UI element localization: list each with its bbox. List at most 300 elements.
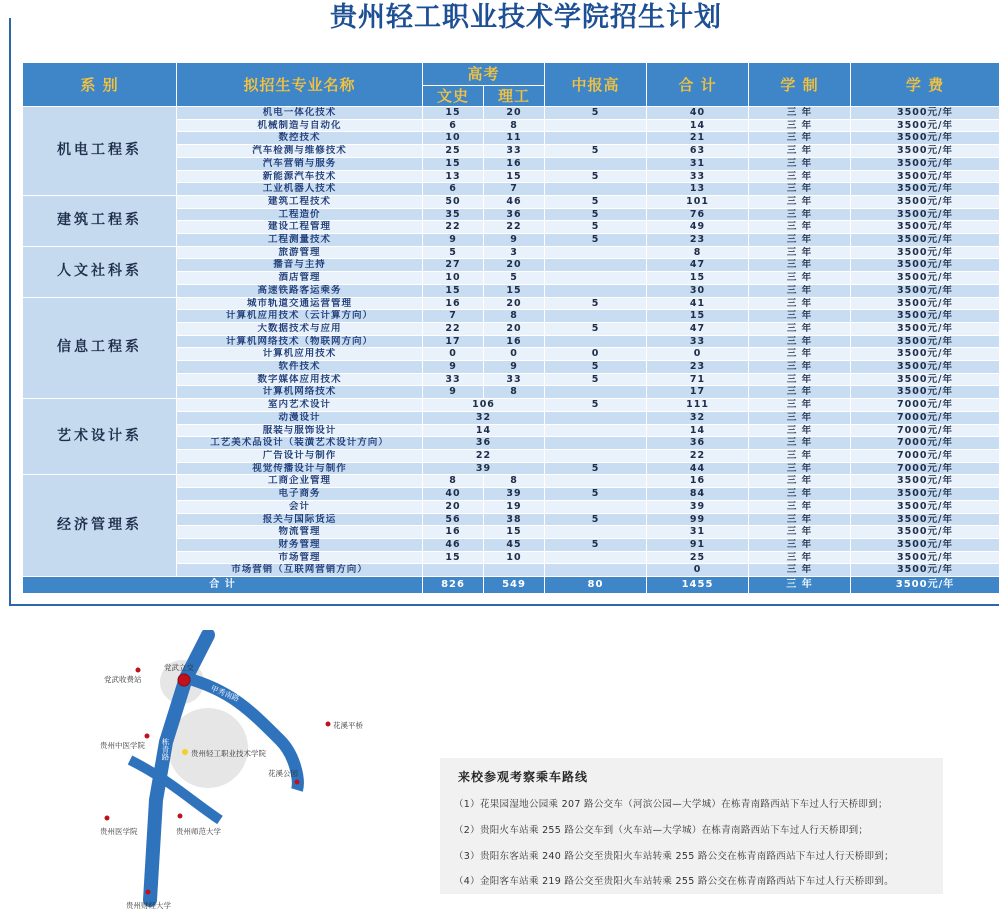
zhongbao-count <box>545 259 647 272</box>
ligong-count <box>484 564 545 577</box>
zhongbao-count <box>545 475 647 488</box>
fee: 7000元/年 <box>851 411 999 424</box>
row-total: 84 <box>647 488 749 501</box>
zhongbao-count: 5 <box>545 208 647 221</box>
zhongbao-count <box>545 119 647 132</box>
fee: 3500元/年 <box>851 132 999 145</box>
major-name: 视觉传播设计与制作 <box>177 462 423 475</box>
zhongbao-count: 5 <box>545 145 647 158</box>
major-name: 机电一体化技术 <box>177 107 423 120</box>
zhongbao-count <box>545 386 647 399</box>
row-total: 17 <box>647 386 749 399</box>
ligong-count: 9 <box>484 361 545 374</box>
wenshi-count: 50 <box>423 195 484 208</box>
label-school: 贵州轻工职业技术学院 <box>191 749 266 758</box>
row-total: 22 <box>647 449 749 462</box>
table-row <box>23 297 999 310</box>
header-total: 合 计 <box>647 63 749 107</box>
row-total: 99 <box>647 513 749 526</box>
table-header-row <box>23 63 999 86</box>
row-total: 31 <box>647 157 749 170</box>
duration: 三 年 <box>749 297 851 310</box>
major-name: 计算机应用技术（云计算方向） <box>177 310 423 323</box>
header-gaokao: 高考 <box>423 63 545 86</box>
wenshi-count: 5 <box>423 246 484 259</box>
toll-marker <box>136 668 141 673</box>
ligong-count: 38 <box>484 513 545 526</box>
fee: 3500元/年 <box>851 259 999 272</box>
duration: 三 年 <box>749 107 851 120</box>
major-name: 汽车营销与服务 <box>177 157 423 170</box>
duration: 三 年 <box>749 488 851 501</box>
total-wenshi: 826 <box>423 577 484 594</box>
route-line-4: （4）金阳客车站乘 219 路公交至贵阳火车站转乘 255 路公交在栋青南路西站下车过人行天桥即到。 <box>454 876 894 887</box>
major-name: 工商企业管理 <box>177 475 423 488</box>
ligong-count: 8 <box>484 310 545 323</box>
fee: 7000元/年 <box>851 437 999 450</box>
duration: 三 年 <box>749 500 851 513</box>
campus-map <box>90 630 430 910</box>
duration: 三 年 <box>749 475 851 488</box>
row-total: 15 <box>647 272 749 285</box>
zhongbao-count: 0 <box>545 348 647 361</box>
gaokao-count: 32 <box>423 411 545 424</box>
ligong-count: 15 <box>484 284 545 297</box>
duration: 三 年 <box>749 373 851 386</box>
zhongbao-count <box>545 335 647 348</box>
wenshi-count: 6 <box>423 183 484 196</box>
wenshi-count: 15 <box>423 157 484 170</box>
ligong-count: 15 <box>484 170 545 183</box>
tcm-marker <box>145 734 150 739</box>
wenshi-count: 15 <box>423 107 484 120</box>
fee: 3500元/年 <box>851 335 999 348</box>
map-graphic <box>90 630 430 910</box>
gaokao-count: 106 <box>423 399 545 412</box>
huaxi-bridge-marker <box>326 722 331 727</box>
label-dongqing-road: 栋青路 <box>161 738 170 761</box>
major-name: 大数据技术与应用 <box>177 322 423 335</box>
row-total: 31 <box>647 526 749 539</box>
zhongbao-count <box>545 246 647 259</box>
duration: 三 年 <box>749 437 851 450</box>
fee: 3500元/年 <box>851 208 999 221</box>
row-total: 30 <box>647 284 749 297</box>
ligong-count: 9 <box>484 234 545 247</box>
wenshi-count: 15 <box>423 551 484 564</box>
header-ligong: 理工 <box>484 86 545 107</box>
duration: 三 年 <box>749 284 851 297</box>
duration: 三 年 <box>749 234 851 247</box>
fee: 7000元/年 <box>851 424 999 437</box>
ligong-count: 36 <box>484 208 545 221</box>
dept-name: 机电工程系 <box>23 107 177 196</box>
duration: 三 年 <box>749 513 851 526</box>
major-name: 酒店管理 <box>177 272 423 285</box>
row-total: 21 <box>647 132 749 145</box>
label-finance-univ: 贵州财经大学 <box>126 901 171 910</box>
row-total: 101 <box>647 195 749 208</box>
total-label: 合 计 <box>23 577 423 594</box>
finance-univ-marker <box>146 890 151 895</box>
fee: 3500元/年 <box>851 538 999 551</box>
label-huaxi-bridge: 花溪平桥 <box>333 721 363 730</box>
row-total: 25 <box>647 551 749 564</box>
wenshi-count: 16 <box>423 297 484 310</box>
fee: 3500元/年 <box>851 564 999 577</box>
fee: 3500元/年 <box>851 119 999 132</box>
wenshi-count: 10 <box>423 272 484 285</box>
duration: 三 年 <box>749 221 851 234</box>
row-total: 14 <box>647 119 749 132</box>
duration: 三 年 <box>749 183 851 196</box>
row-total: 47 <box>647 259 749 272</box>
fee: 3500元/年 <box>851 475 999 488</box>
wenshi-count: 33 <box>423 373 484 386</box>
row-total: 44 <box>647 462 749 475</box>
gaokao-count: 14 <box>423 424 545 437</box>
ligong-count: 7 <box>484 183 545 196</box>
row-total: 41 <box>647 297 749 310</box>
route-title: 来校参观考察乘车路线 <box>458 770 589 784</box>
header-duration: 学 制 <box>749 63 851 107</box>
major-name: 计算机应用技术 <box>177 348 423 361</box>
duration: 三 年 <box>749 564 851 577</box>
zhongbao-count: 5 <box>545 462 647 475</box>
fee: 3500元/年 <box>851 234 999 247</box>
wenshi-count: 9 <box>423 386 484 399</box>
ligong-count: 19 <box>484 500 545 513</box>
wenshi-count: 6 <box>423 119 484 132</box>
label-normal-univ: 贵州师范大学 <box>176 827 221 836</box>
dangwu-interchange-marker <box>178 674 190 686</box>
row-total: 40 <box>647 107 749 120</box>
wenshi-count: 16 <box>423 526 484 539</box>
duration: 三 年 <box>749 246 851 259</box>
med-college-marker <box>105 816 110 821</box>
fee: 7000元/年 <box>851 399 999 412</box>
wenshi-count: 13 <box>423 170 484 183</box>
duration: 三 年 <box>749 208 851 221</box>
dept-name: 艺术设计系 <box>23 399 177 475</box>
header-major: 拟招生专业名称 <box>177 63 423 107</box>
table-row <box>23 399 999 412</box>
wenshi-count: 35 <box>423 208 484 221</box>
wenshi-count: 22 <box>423 221 484 234</box>
major-name: 数控技术 <box>177 132 423 145</box>
label-dangwu-interchange: 党武立交 <box>164 663 194 672</box>
wenshi-count: 56 <box>423 513 484 526</box>
header-dept: 系 别 <box>23 63 177 107</box>
ligong-count: 11 <box>484 132 545 145</box>
major-name: 广告设计与制作 <box>177 449 423 462</box>
fee: 3500元/年 <box>851 386 999 399</box>
duration: 三 年 <box>749 361 851 374</box>
ligong-count: 0 <box>484 348 545 361</box>
zhongbao-count: 5 <box>545 538 647 551</box>
wenshi-count: 20 <box>423 500 484 513</box>
duration: 三 年 <box>749 551 851 564</box>
major-name: 城市轨道交通运营管理 <box>177 297 423 310</box>
major-name: 工程测量技术 <box>177 234 423 247</box>
fee: 3500元/年 <box>851 361 999 374</box>
fee: 3500元/年 <box>851 500 999 513</box>
major-name: 财务管理 <box>177 538 423 551</box>
route-line-2: （2）贵阳火车站乘 255 路公交车到（火车站—大学城）在栋青南路西站下车过人行天桥即到； <box>454 825 869 836</box>
duration: 三 年 <box>749 259 851 272</box>
school-marker <box>182 749 188 755</box>
zhongbao-count: 5 <box>545 221 647 234</box>
zhongbao-count: 5 <box>545 170 647 183</box>
row-total: 23 <box>647 361 749 374</box>
grand-total: 1455 <box>647 577 749 594</box>
row-total: 33 <box>647 170 749 183</box>
ligong-count: 3 <box>484 246 545 259</box>
fee: 3500元/年 <box>851 195 999 208</box>
header-zhongbao: 中报高 <box>545 63 647 107</box>
major-name: 播音与主持 <box>177 259 423 272</box>
dept-name: 信息工程系 <box>23 297 177 399</box>
route-line-3: （3）贵阳东客站乘 240 路公交至贵阳火车站转乘 255 路公交在栋青南路西站下车过人行天桥即到； <box>454 851 894 862</box>
ligong-count: 15 <box>484 526 545 539</box>
normal-univ-marker <box>178 814 183 819</box>
ligong-count: 20 <box>484 297 545 310</box>
zhongbao-count <box>545 424 647 437</box>
zhongbao-count: 5 <box>545 361 647 374</box>
major-name: 市场管理 <box>177 551 423 564</box>
ligong-count: 46 <box>484 195 545 208</box>
zhongbao-count <box>545 449 647 462</box>
major-name: 计算机网络技术（物联网方向） <box>177 335 423 348</box>
zhongbao-count: 5 <box>545 322 647 335</box>
major-name: 市场营销（互联网营销方向） <box>177 564 423 577</box>
wenshi-count: 27 <box>423 259 484 272</box>
zhongbao-count: 5 <box>545 373 647 386</box>
zhongbao-count <box>545 157 647 170</box>
major-name: 建筑工程技术 <box>177 195 423 208</box>
ligong-count: 39 <box>484 488 545 501</box>
fee: 3500元/年 <box>851 221 999 234</box>
zhongbao-count <box>545 526 647 539</box>
duration: 三 年 <box>749 170 851 183</box>
fee: 3500元/年 <box>851 183 999 196</box>
major-name: 动漫设计 <box>177 411 423 424</box>
wenshi-count: 9 <box>423 361 484 374</box>
zhongbao-count: 5 <box>545 195 647 208</box>
row-total: 36 <box>647 437 749 450</box>
fee: 3500元/年 <box>851 348 999 361</box>
row-total: 23 <box>647 234 749 247</box>
row-total: 32 <box>647 411 749 424</box>
duration: 三 年 <box>749 310 851 323</box>
fee: 3500元/年 <box>851 310 999 323</box>
label-tcm-college: 贵州中医学院 <box>100 741 145 750</box>
duration: 三 年 <box>749 411 851 424</box>
wenshi-count: 22 <box>423 322 484 335</box>
duration: 三 年 <box>749 462 851 475</box>
major-name: 室内艺术设计 <box>177 399 423 412</box>
fee: 3500元/年 <box>851 284 999 297</box>
major-name: 机械制造与自动化 <box>177 119 423 132</box>
zhongbao-count <box>545 551 647 564</box>
zhongbao-count: 5 <box>545 107 647 120</box>
fee: 3500元/年 <box>851 373 999 386</box>
row-total: 13 <box>647 183 749 196</box>
major-name: 高速铁路客运乘务 <box>177 284 423 297</box>
wenshi-count: 17 <box>423 335 484 348</box>
row-total: 63 <box>647 145 749 158</box>
wenshi-count: 46 <box>423 538 484 551</box>
row-total: 33 <box>647 335 749 348</box>
wenshi-count: 9 <box>423 234 484 247</box>
major-name: 计算机网络技术 <box>177 386 423 399</box>
label-huaxi-park: 花溪公园 <box>268 769 298 778</box>
duration: 三 年 <box>749 195 851 208</box>
zhongbao-count <box>545 500 647 513</box>
table-row <box>23 107 999 120</box>
gaokao-count: 22 <box>423 449 545 462</box>
ligong-count: 10 <box>484 551 545 564</box>
ligong-count: 8 <box>484 475 545 488</box>
major-name: 工艺美术品设计（装潢艺术设计方向） <box>177 437 423 450</box>
duration: 三 年 <box>749 386 851 399</box>
fee: 3500元/年 <box>851 297 999 310</box>
gaokao-count: 39 <box>423 462 545 475</box>
fee: 3500元/年 <box>851 513 999 526</box>
zhongbao-count: 5 <box>545 513 647 526</box>
fee: 3500元/年 <box>851 157 999 170</box>
route-info-box <box>440 758 943 894</box>
major-name: 数字媒体应用技术 <box>177 373 423 386</box>
dept-name: 人文社科系 <box>23 246 177 297</box>
ligong-count: 16 <box>484 335 545 348</box>
ligong-count: 20 <box>484 107 545 120</box>
duration: 三 年 <box>749 145 851 158</box>
table-body <box>23 107 999 594</box>
zhongbao-count: 5 <box>545 488 647 501</box>
row-total: 111 <box>647 399 749 412</box>
row-total: 91 <box>647 538 749 551</box>
wenshi-count: 0 <box>423 348 484 361</box>
dept-name: 经济管理系 <box>23 475 177 577</box>
ligong-count: 33 <box>484 145 545 158</box>
table-row <box>23 475 999 488</box>
major-name: 物流管理 <box>177 526 423 539</box>
header-fee: 学 费 <box>851 63 999 107</box>
major-name: 新能源汽车技术 <box>177 170 423 183</box>
zhongbao-count: 5 <box>545 399 647 412</box>
row-total: 0 <box>647 348 749 361</box>
table-row <box>23 246 999 259</box>
row-total: 71 <box>647 373 749 386</box>
duration: 三 年 <box>749 157 851 170</box>
row-total: 39 <box>647 500 749 513</box>
label-jiaxiu-road: 甲秀南路 <box>209 683 241 704</box>
duration: 三 年 <box>749 526 851 539</box>
label-dangwu-toll: 党武收费站 <box>104 675 142 684</box>
major-name: 工程造价 <box>177 208 423 221</box>
fee: 3500元/年 <box>851 246 999 259</box>
total-ligong: 549 <box>484 577 545 594</box>
zhongbao-count <box>545 310 647 323</box>
major-name: 工业机器人技术 <box>177 183 423 196</box>
ligong-count: 22 <box>484 221 545 234</box>
label-med-college: 贵州医学院 <box>100 827 138 836</box>
ligong-count: 45 <box>484 538 545 551</box>
fee: 3500元/年 <box>851 145 999 158</box>
row-total: 49 <box>647 221 749 234</box>
zhongbao-count <box>545 183 647 196</box>
major-name: 软件技术 <box>177 361 423 374</box>
duration: 三 年 <box>749 348 851 361</box>
wenshi-count: 25 <box>423 145 484 158</box>
major-name: 汽车检测与维修技术 <box>177 145 423 158</box>
page-title: 贵州轻工职业技术学院招生计划 <box>320 0 732 36</box>
ligong-count: 33 <box>484 373 545 386</box>
fee: 7000元/年 <box>851 449 999 462</box>
major-name: 电子商务 <box>177 488 423 501</box>
ligong-count: 20 <box>484 322 545 335</box>
total-duration: 三 年 <box>749 577 851 594</box>
fee: 3500元/年 <box>851 488 999 501</box>
duration: 三 年 <box>749 132 851 145</box>
duration: 三 年 <box>749 119 851 132</box>
ligong-count: 8 <box>484 386 545 399</box>
ligong-count: 20 <box>484 259 545 272</box>
wenshi-count: 7 <box>423 310 484 323</box>
table-total-row <box>23 577 999 594</box>
major-name: 报关与国际货运 <box>177 513 423 526</box>
row-total: 14 <box>647 424 749 437</box>
duration: 三 年 <box>749 322 851 335</box>
fee: 7000元/年 <box>851 462 999 475</box>
zhongbao-count <box>545 284 647 297</box>
total-fee: 3500元/年 <box>851 577 999 594</box>
route-line-1: （1）花果园湿地公园乘 207 路公交车（河滨公园—大学城）在栋青南路西站下车过人行天桥即到； <box>454 799 888 810</box>
zhongbao-count: 5 <box>545 297 647 310</box>
wenshi-count <box>423 564 484 577</box>
zhongbao-count <box>545 564 647 577</box>
row-total: 16 <box>647 475 749 488</box>
wenshi-count: 10 <box>423 132 484 145</box>
wenshi-count: 8 <box>423 475 484 488</box>
major-name: 旅游管理 <box>177 246 423 259</box>
dept-name: 建筑工程系 <box>23 195 177 246</box>
total-zhongbao: 80 <box>545 577 647 594</box>
park-marker <box>295 780 300 785</box>
row-total: 0 <box>647 564 749 577</box>
fee: 3500元/年 <box>851 272 999 285</box>
header-wenshi: 文史 <box>423 86 484 107</box>
fee: 3500元/年 <box>851 170 999 183</box>
major-name: 建设工程管理 <box>177 221 423 234</box>
gaokao-count: 36 <box>423 437 545 450</box>
major-name: 服装与服饰设计 <box>177 424 423 437</box>
zhongbao-count <box>545 437 647 450</box>
duration: 三 年 <box>749 335 851 348</box>
row-total: 8 <box>647 246 749 259</box>
major-name: 会计 <box>177 500 423 513</box>
duration: 三 年 <box>749 424 851 437</box>
row-total: 76 <box>647 208 749 221</box>
duration: 三 年 <box>749 272 851 285</box>
duration: 三 年 <box>749 399 851 412</box>
wenshi-count: 15 <box>423 284 484 297</box>
ligong-count: 16 <box>484 157 545 170</box>
zhongbao-count <box>545 132 647 145</box>
fee: 3500元/年 <box>851 107 999 120</box>
zhongbao-count <box>545 272 647 285</box>
